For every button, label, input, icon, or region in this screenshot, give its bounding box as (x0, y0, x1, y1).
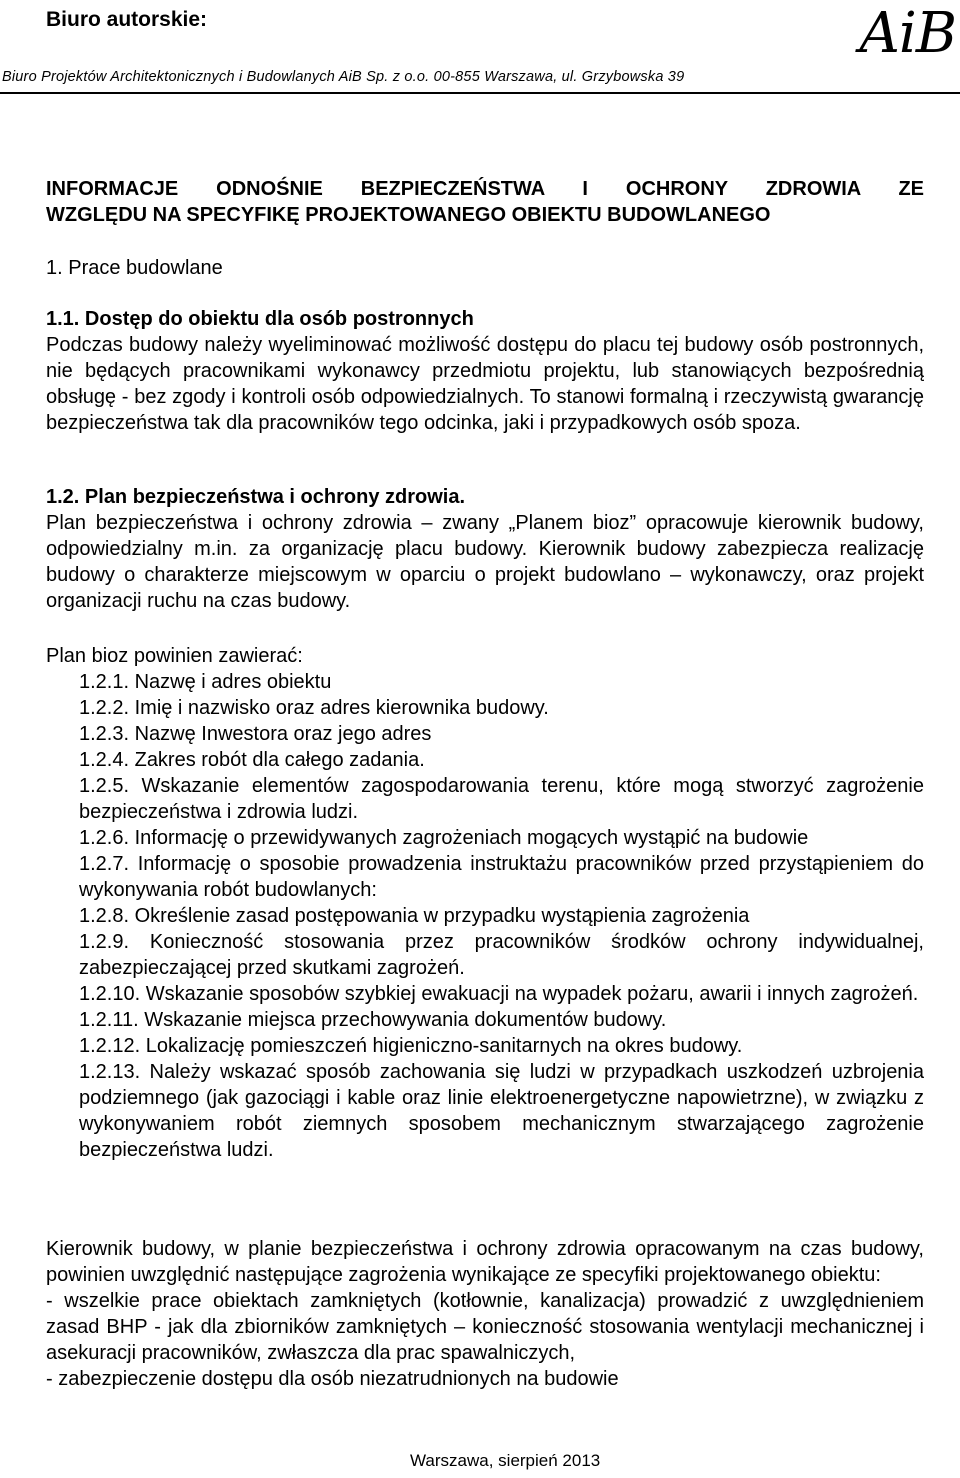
list-item: 1.2.4. Zakres robót dla całego zadania. (79, 749, 425, 771)
title-line-1: INFORMACJE ODNOŚNIE BEZPIECZEŃSTWA I OCHRONY ZDROWIA ZE (46, 178, 924, 200)
plan-list (46, 669, 924, 1163)
section-1-2-heading: 1.2. Plan bezpieczeństwa i ochrony zdrowia. (46, 486, 466, 508)
list-item: 1.2.9. Konieczność stosowania przez pracowników środków ochrony indywidualnej, zabezpieczającej przed skutkami zagrożeń. (79, 931, 924, 979)
final-item-2: - zabezpieczenie dostępu dla osób niezatrudnionych na budowie (46, 1368, 619, 1390)
header-title: Biuro autorskie: (46, 8, 208, 31)
logo-text: AiB (859, 1, 956, 66)
list-item: 1.2.12. Lokalizację pomieszczeń higieniczno-sanitarnych na okres budowy. (79, 1035, 743, 1057)
section-1-1-heading: 1.1. Dostęp do obiektu dla osób postronnych (46, 308, 474, 330)
list-item: 1.2.1. Nazwę i adres obiektu (79, 671, 332, 693)
section-1-2 (46, 484, 924, 614)
list-item: 1.2.13. Należy wskazać sposób zachowania się ludzi w przypadkach uszkodzeń uzbrojenia podziemnego (jak gazociągi i kable oraz linie elektroenergetyczne napowietrzne), w związku z wykonywaniem robót ziemnych sposobem mechanicznym stwarzającego zagrożenie bezpieczeństwa ludzi. (79, 1061, 924, 1161)
list-item: 1.2.6. Informację o przewidywanych zagrożeniach mogących wystąpić na budowie (79, 827, 809, 849)
list-item: 1.2.5. Wskazanie elementów zagospodarowania terenu, które mogą stworzyć zagrożenie bezpieczeństwa i zdrowia ludzi. (79, 775, 924, 823)
title-line-2: WZGLĘDU NA SPECYFIKĘ PROJEKTOWANEGO OBIEKTU BUDOWLANEGO (46, 204, 771, 226)
plan-intro: Plan bioz powinien zawierać: (46, 645, 303, 667)
company-banner (0, 66, 960, 94)
section-1-1-body: Podczas budowy należy wyeliminować możliwość dostępu do placu tej budowy osób postronnych, nie będących pracownikami wykonawcy przedmiotu projektu, lub stanowiących bezpośrednią obsługę - bez zgody i kontroli osób odpowiedzialnych. To stanowi formalną i rzeczywistą gwarancję bezpieczeństwa tak dla pracowników tego odcinka, jaki i przypadkowych osób spoza. (46, 334, 924, 434)
final-section (46, 1236, 924, 1392)
section-1-heading: 1. Prace budowlane (46, 257, 223, 279)
plan-bioz (46, 643, 924, 1163)
list-item: 1.2.11. Wskazanie miejsca przechowywania dokumentów budowy. (79, 1009, 667, 1031)
footer-place-date: Warszawa, sierpień 2013 (410, 1451, 601, 1470)
section-1-2-body: Plan bezpieczeństwa i ochrony zdrowia – zwany „Planem bioz” opracowuje kierownik budowy, odpowiedzialny m.in. za organizację placu budowy. Kierownik budowy zabezpiecza realizację budowy o charakterze miejscowym w oparciu o projekt budowlano – wykonawczy, oraz projekt organizacji ruchu na czas budowy. (46, 512, 924, 612)
company-address: Biuro Projektów Architektonicznych i Budowlanych AiB Sp. z o.o. 00-855 Warszawa, ul. Grzybowska 39 (2, 69, 685, 85)
list-item: 1.2.7. Informację o sposobie prowadzenia instruktażu pracowników przed przystąpieniem do wykonywania robót budowlanych: (79, 853, 924, 901)
list-item: 1.2.8. Określenie zasad postępowania w przypadku wystąpienia zagrożenia (79, 905, 750, 927)
document-title (46, 176, 924, 228)
final-item-1: - wszelkie prace obiektach zamkniętych (kotłownie, kanalizacja) prowadzić z uwzględnieniem zasad BHP - jak dla zbiorników zamkniętych – konieczność stosowania wentylacji mechanicznej i asekuracji pracowników, zwłaszcza dla prac spawalniczych, (46, 1290, 924, 1364)
list-item: 1.2.3. Nazwę Inwestora oraz jego adres (79, 723, 432, 745)
list-item: 1.2.10. Wskazanie sposobów szybkiej ewakuacji na wypadek pożaru, awarii i innych zagrożeń. (79, 983, 919, 1005)
final-intro: Kierownik budowy, w planie bezpieczeństwa i ochrony zdrowia opracowanym na czas budowy, powinien uwzględnić następujące zagrożenia wynikające ze specyfiki projektowanego obiektu: (46, 1238, 924, 1286)
section-1-1 (46, 306, 924, 436)
company-logo (822, 2, 956, 66)
list-item: 1.2.2. Imię i nazwisko oraz adres kierownika budowy. (79, 697, 549, 719)
